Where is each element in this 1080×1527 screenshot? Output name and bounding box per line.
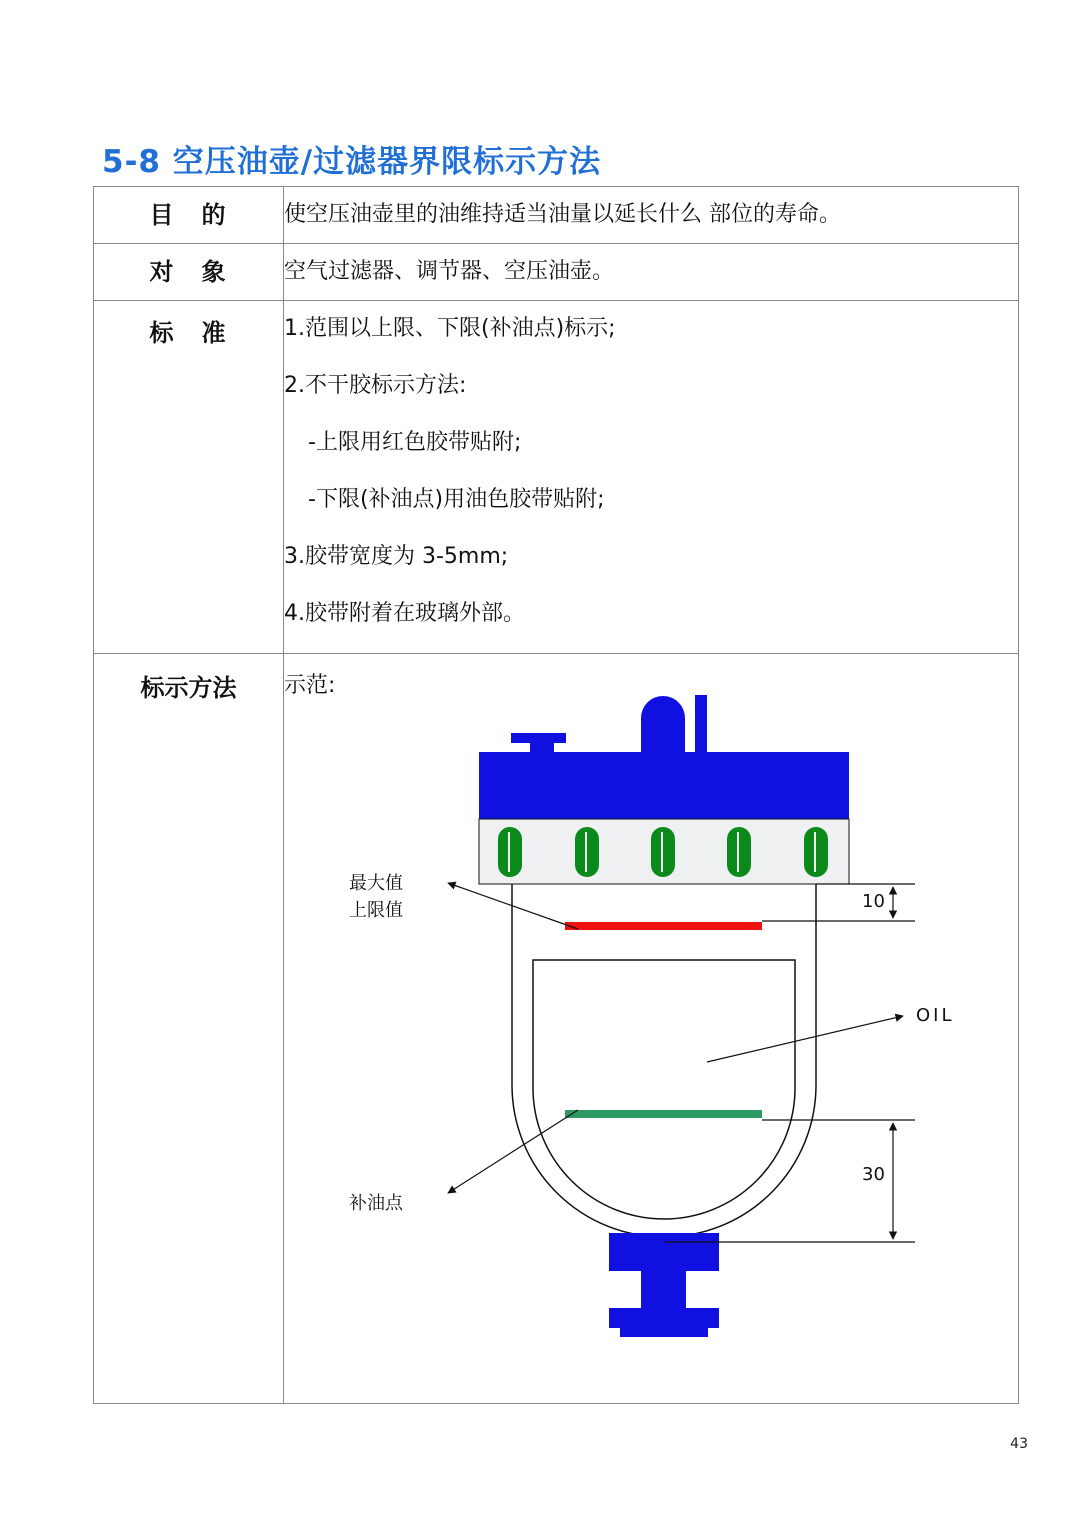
method-text: 示范: — [284, 654, 1019, 1404]
head-block — [479, 752, 849, 819]
drain-top — [609, 1233, 719, 1271]
object-text: 空气过滤器、调节器、空压油壶。 — [284, 244, 1019, 301]
standard-item: 3.胶带宽度为 3-5mm; — [284, 544, 509, 569]
upper-limit-tape — [565, 922, 762, 930]
max-value-arrow — [448, 883, 578, 929]
cap-dome — [641, 696, 685, 752]
standard-item: 4.胶带附着在玻璃外部。 — [284, 601, 525, 626]
standard-item: -下限(补油点)用油色胶带贴附; — [308, 487, 605, 512]
cap-pin — [695, 695, 707, 752]
purpose-text: 使空压油壶里的油维持适当油量以延长什么 部位的寿命。 — [284, 187, 1019, 244]
method-label: 标示方法 — [94, 654, 284, 1404]
standard-item: 2.不干胶标示方法: — [284, 373, 467, 398]
drain-bottom — [609, 1308, 719, 1328]
page-title: 5-8 空压油壶/过滤器界限标示方法 — [102, 144, 602, 180]
oil-arrow — [707, 1016, 903, 1062]
standard-item: -上限用红色胶带贴附; — [308, 430, 522, 455]
max-value-label: 最大值 — [349, 873, 403, 894]
oil-label: OIL — [916, 1005, 955, 1026]
dimension-top-label: 10 — [862, 891, 885, 912]
standard-item: 1.范围以上限、下限(补油点)标示; — [284, 316, 616, 341]
refill-arrow — [448, 1110, 578, 1193]
purpose-label: 目 的 — [94, 187, 284, 244]
object-label: 对 象 — [94, 244, 284, 301]
bowl-inner — [533, 960, 795, 1219]
drain-neck — [641, 1271, 686, 1308]
cap-knob — [511, 733, 566, 743]
bowl-outer — [512, 884, 816, 1237]
refill-point-tape — [565, 1110, 762, 1118]
drain-base — [620, 1328, 708, 1337]
dimension-bottom-label: 30 — [862, 1164, 885, 1185]
standard-label: 标 准 — [94, 301, 284, 654]
page-number: 43 — [1010, 1436, 1028, 1452]
upper-limit-label: 上限值 — [349, 900, 403, 921]
refill-point-label: 补油点 — [349, 1193, 403, 1214]
dimension-lines — [665, 884, 915, 1242]
